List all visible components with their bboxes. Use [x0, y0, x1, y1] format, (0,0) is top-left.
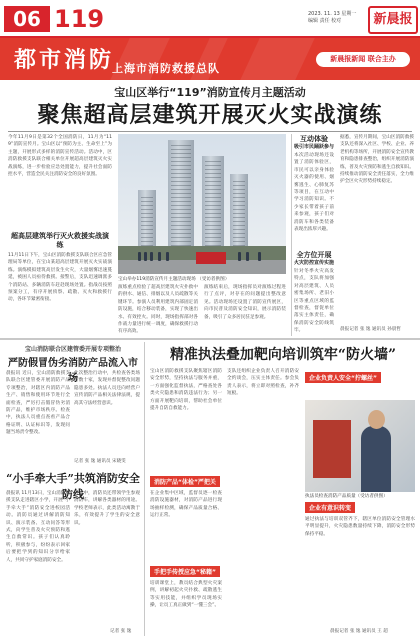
headline-rule	[8, 131, 412, 132]
main-col3-text2: 本次活动现场还设置了消防体验区，市民可以亲身体验灭火器的使用、烟雾逃生、心肺复苏等项目，在互动中学习消防知识。不少家长带着孩子前来参观，孩子们对消防车和各类装备表现出浓厚兴趣。	[294, 153, 334, 233]
lt-text: 晨报讯 近日，宝山消防救援支队联合区建管委开展消防产品专项整治，对辖区内消防产品生产、销售和使用环节进行全面检查，严厉打击假冒伪劣消防产品，维护市场秩序。检查中，执法人员重点查看产品合格证明、认证标识等，发现问题当场责令整改。	[6, 371, 70, 436]
masthead	[0, 0, 420, 40]
main-col3-subhead2: 全方位开展	[296, 251, 332, 259]
rs-headline: 精准执法叠加靶向培训筑牢“防火墙”	[169, 347, 397, 363]
lt-text2: 此次整治行动中，共检查各类场所数十家，发现并督促整改问题隐患多处。执法人员还向经营户宣传消防产品相关法律法规，提高其守法经营意识。	[74, 371, 140, 406]
main-col1-subhead: 超高层建筑举行灭火救援实战演练	[11, 232, 109, 249]
photo-caption: 宝山举办119消防宣传月主题活动现场 （受访者供图）	[118, 277, 230, 282]
lb-byline: 记者 张 逸	[110, 629, 132, 634]
rs-text: 宝山区消防救援支队聚焦辖区消防安全形势，坚持执法与服务并重，一方面强化监督执法，严格查处各类火灾隐患和消防违法行为；另一方面开展靶向培训，帮助社会单位提升自防自救能力。	[150, 369, 222, 412]
main-col1-text: 今年11月9日是第32个全国消防日，11月为“119”消防宣传月。宝山区以“预防为主、生命至上”为主题，开展形式多样的消防宣传活动。活动中，区消防救援支队联合相关单位开展超高层建筑灭火实战演练，进一步检验应急处置能力，提升社会面防控水平，营造全民关注消防安全的良好氛围。	[8, 135, 112, 178]
rs-subhead1: 消防产品“体检”严把关	[150, 476, 220, 487]
main-col3-subhead2b: 火灾防控宣传实施	[294, 260, 335, 266]
inspection-photo-caption: 执法员检查消防产品质量（受访者供图）	[305, 494, 388, 499]
lt-byline: 记者 张 逸 通讯员 宋晓雯	[74, 459, 126, 464]
rs-subhead4: 企业有意识转变	[305, 502, 355, 513]
rs-subhead3: 企业负责人安全“拧螺丝”	[305, 372, 381, 383]
banner-subtitle: 上海市消防救援总队	[112, 62, 220, 75]
banner-streak	[240, 38, 315, 80]
column-name: 119	[54, 5, 105, 33]
edit-line: 编辑 责任 校对	[308, 18, 342, 24]
lt-kicker: 宝山消防联合区建管委开展专项整治	[24, 346, 121, 353]
rs-byline: 晨报记者 张 逸 通讯员 王 超	[330, 629, 388, 634]
main-col4-text: 据悉，宣传月期间，宝山区消防救援支队还将深入社区、学校、企业、养老机构等场所，开展消防安全宣传教育和隐患排查整治，组织开展消防演练，普及火灾预防和逃生自救知识。持续推动消防安全责任落实，全力维护全区火灾形势持续稳定。	[340, 135, 414, 185]
main-col3-text: 演练结束后，现场指挥员对演练过程进行了点评，对存在的问题提出整改意见。活动现场还设置了消防宣传展区，向市民普及消防安全知识，展示消防装备，吸引了众多居民驻足参观。	[204, 285, 286, 320]
date-info	[308, 11, 368, 25]
main-col3-subhead1b: 吸引市民踊跃参与	[294, 144, 335, 150]
rs-text2: 在企业集中区域，监督员逐一检查消防设施器材，对消防产品进行现场抽样检测，确保产品质量合格、运行正常。	[150, 491, 222, 519]
date-line: 2023. 11. 13 星期一	[308, 11, 357, 17]
main-col2-text: 演练重点检验了超高层建筑火灾扑救中的供水、通信、排烟以及人员疏散等关键环节。参演人员利用建筑内部固定消防设施，结合移动装备，实现了快速出水、有效控火。同时，现场指挥部对各作战力量进行统一调度，确保救援行动有序高效。	[118, 285, 198, 335]
banner-title: 都市消防	[14, 48, 115, 73]
rs-text5: 通过执法与培训双管齐下，辖区单位消防安全管理水平明显提升，火灾隐患数量持续下降，消防安全形势保持平稳。	[305, 517, 415, 537]
main-headline: 聚焦超高层建筑开展灭火实战演练	[37, 102, 383, 128]
inspection-photo	[305, 400, 415, 492]
main-byline: 晨报记者 张 逸 通讯员 孙晨哲	[340, 327, 401, 332]
section-banner	[0, 38, 420, 80]
lb-text: 晨报讯 11月13日，宝山消防救援支队走进辖区小学，开展“小手牵大手”消防安全进校园活动。消防员通过讲解消防知识、演示装备、互动问答等形式，向学生普及火灾预防和逃生自救常识。孩子们认真聆听，积极参与，纷纷表示回家后要把学到的知识分享给家人，共同守护家庭消防安全。	[6, 491, 70, 563]
newspaper-logo: 新晨报	[368, 6, 418, 34]
banner-tag: 新晨报新闻 联合主办	[316, 52, 410, 67]
lb-headline: “小手牵大手”共筑消防安全防线	[6, 472, 140, 501]
fire-truck	[196, 252, 226, 264]
rs-text3: 培训课堂上，教员结合典型火灾案例，讲解初起火灾扑救、疏散逃生等实用技能，并组织学员现场实操，让员工真正做到“一懂三会”。	[150, 581, 222, 609]
main-col3-subhead1: 互动体验	[300, 135, 328, 143]
lt-headline: 严防假冒伪劣消防产品流入市场	[8, 358, 138, 384]
page-number: 06	[4, 6, 50, 32]
rs-subhead2: 手把手传授应急“秘籍”	[150, 566, 220, 577]
lb-text2: 活动中，消防员还带领学生参观消防车，讲解各类器材的用途。学校老师表示，此类活动寓教于乐，有效提升了学生的安全意识。	[74, 491, 140, 526]
main-col3-text3: 针对冬季火灾高发特点，支队将加强对高层建筑、人员密集场所、老旧小区等重点区域的监督检查，督促单位落实主体责任，确保消防安全防线筑牢。	[294, 269, 334, 334]
main-col1-text2: 11月11日下午，宝山区消防救援支队联合区应急管理局等单位，在宝山某超高层建筑开展灭火实战演练。演练模拟建筑高层发生火灾，大量烟雾迅速蔓延，被困人员亟待救援。接警后，支队迅速调派多个消防站、多辆消防车赶赴现场处置。指战员按照预案分工，有序开展侦察、疏散、灭火和救援行动，各环节紧密衔接。	[8, 253, 112, 303]
section-divider	[0, 338, 420, 340]
main-kicker: 宝山区举行“119”消防宣传月主题活动	[114, 86, 306, 99]
rs-text4b	[305, 384, 415, 398]
main-photo	[118, 134, 286, 274]
rs-text4: 支队还组织企业负责人召开消防安全约谈会，压实主体责任。参会负责人表示，将立即对照检查，补齐短板。	[227, 369, 299, 397]
